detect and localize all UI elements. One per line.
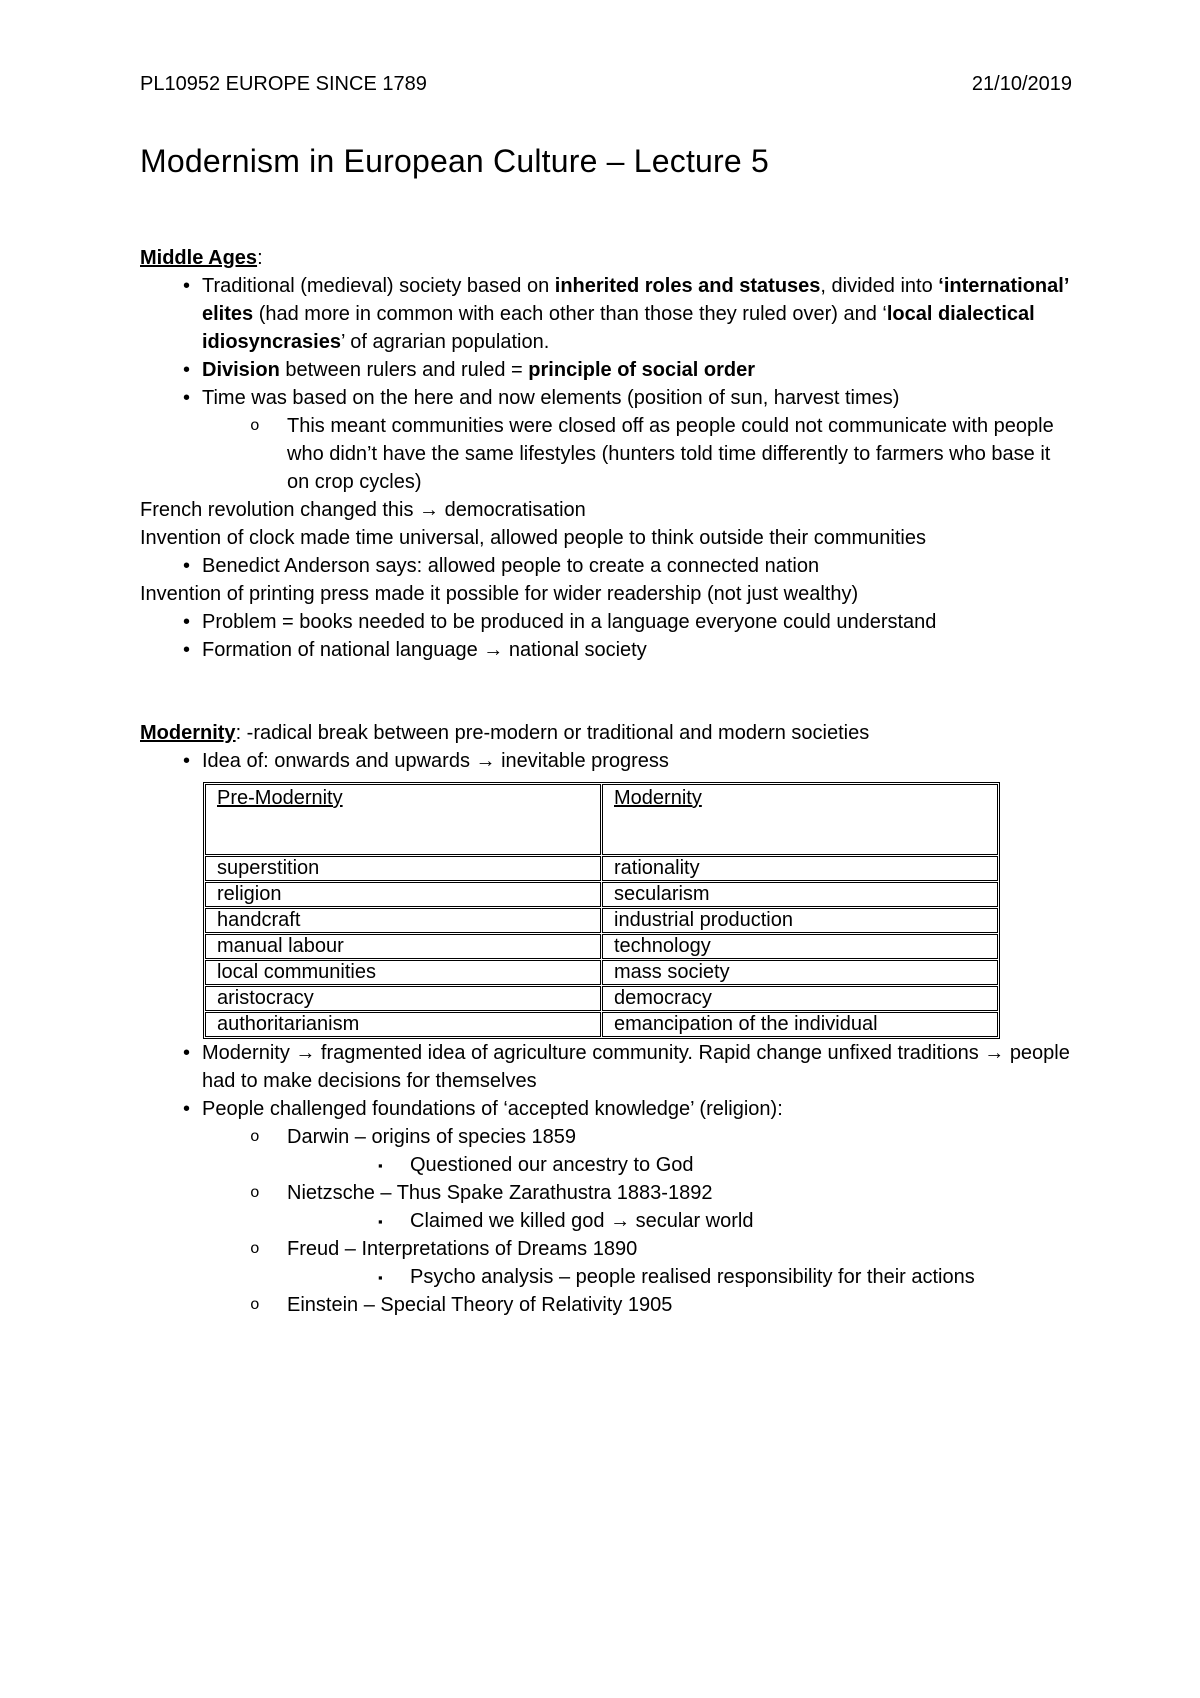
paragraph-printing-press: Invention of printing press made it possible for wider readership (not just wealthy): [140, 583, 859, 605]
square-bullet-icon: ▪: [378, 1214, 383, 1229]
table-cell: manual labour: [205, 934, 601, 959]
bullet-icon: •: [183, 359, 191, 381]
bullet-text: Formation of national language → national society: [202, 639, 647, 661]
bullet-item: [140, 747, 1072, 775]
bullet-text: Time was based on the here and now elements (position of sun, harvest times): [202, 387, 900, 409]
table-cell: secularism: [602, 882, 998, 907]
modernity-heading: [140, 719, 1072, 747]
bullet-item: [140, 356, 1072, 384]
circle-bullet-icon: o: [250, 1296, 260, 1314]
bullet-icon: •: [183, 611, 191, 633]
bullet-text: Modernity → fragmented idea of agriculture community. Rapid change unfixed traditions → people had to make decisions for themselves: [202, 1042, 1070, 1092]
table-cell: industrial production: [602, 908, 998, 933]
bullet-item: [140, 384, 1072, 412]
square-bullet-icon: ▪: [378, 1270, 383, 1285]
sub-bullet-text: This meant communities were closed off as people could not communicate with people who didn’t have the same lifestyles (hunters told time differently to farmers who base it on crop cycles): [287, 415, 1054, 493]
sub-bullet-item-einstein: [140, 1291, 1072, 1319]
sub-sub-bullet-text: Questioned our ancestry to God: [410, 1154, 694, 1176]
table-row: [205, 960, 998, 985]
bullet-item: [140, 636, 1072, 664]
comparison-table: [203, 782, 1000, 1039]
table-cell: religion: [205, 882, 601, 907]
circle-bullet-icon: o: [250, 417, 260, 435]
sub-bullet-text: Nietzsche – Thus Spake Zarathustra 1883-1892: [287, 1182, 713, 1204]
table-row: [205, 986, 998, 1011]
bullet-text: Traditional (medieval) society based on inherited roles and statuses, divided into ‘international’ elites (had more in common with each other than those they ruled over) and ‘local dialectical idiosyncrasies’ of agrarian population.: [202, 275, 1069, 353]
sub-sub-bullet-item: [140, 1207, 1072, 1235]
paragraph-clock: Invention of clock made time universal, allowed people to think outside their communities: [140, 527, 926, 549]
table-cell: democracy: [602, 986, 998, 1011]
document-header: [140, 70, 1072, 98]
modernity-heading-text: Modernity: [140, 722, 236, 744]
course-code: PL10952 EUROPE SINCE 1789: [140, 73, 427, 95]
middle-ages-heading-text: Middle Ages: [140, 247, 258, 269]
paragraph-french-revolution: French revolution changed this → democratisation: [140, 499, 586, 521]
bullet-icon: •: [183, 387, 191, 409]
page-title: Modernism in European Culture – Lecture 5: [140, 143, 769, 179]
bullet-text: Division between rulers and ruled = principle of social order: [202, 359, 756, 381]
table-cell: emancipation of the individual: [602, 1012, 998, 1037]
document-date: 21/10/2019: [971, 73, 1072, 95]
bullet-icon: •: [183, 275, 191, 297]
circle-bullet-icon: o: [250, 1240, 260, 1258]
bullet-item: [140, 552, 1072, 580]
bullet-text: Benedict Anderson says: allowed people to create a connected nation: [202, 555, 820, 577]
bullet-text: Problem = books needed to be produced in a language everyone could understand: [202, 611, 937, 633]
sub-bullet-item-freud: [140, 1235, 1072, 1263]
modernity-idea-list: [140, 747, 1072, 775]
circle-bullet-icon: o: [250, 1184, 260, 1202]
sub-bullet-text: Freud – Interpretations of Dreams 1890: [287, 1238, 638, 1260]
bullet-item: [140, 1039, 1072, 1095]
sub-bullet-item-darwin: [140, 1123, 1072, 1151]
middle-ages-heading: [140, 244, 1072, 272]
table-row: [205, 882, 998, 907]
sub-bullet-item: [140, 412, 1072, 496]
bullet-icon: •: [183, 750, 191, 772]
sub-sub-bullet-item: [140, 1151, 1072, 1179]
table-cell: technology: [602, 934, 998, 959]
bullet-icon: •: [183, 555, 191, 577]
table-row: [205, 856, 998, 881]
heading-colon: :: [257, 247, 263, 269]
table-cell: rationality: [602, 856, 998, 881]
clock-bullet-list: [140, 552, 1072, 580]
table-cell: superstition: [205, 856, 601, 881]
bullet-item: [140, 1095, 1072, 1123]
middle-ages-bullet-list: [140, 272, 1072, 496]
bullet-icon: •: [183, 1042, 191, 1064]
bullet-item: [140, 608, 1072, 636]
sub-bullet-text: Einstein – Special Theory of Relativity 1905: [287, 1294, 673, 1316]
table-cell: handcraft: [205, 908, 601, 933]
bullet-text: Idea of: onwards and upwards → inevitable progress: [202, 750, 669, 772]
table-row: [205, 934, 998, 959]
sub-sub-bullet-item: [140, 1263, 1072, 1291]
sub-sub-bullet-text: Psycho analysis – people realised responsibility for their actions: [410, 1266, 975, 1288]
table-header-pre-modernity: Pre-Modernity: [205, 784, 601, 855]
table-row: [205, 1012, 998, 1037]
bullet-icon: •: [183, 1098, 191, 1120]
table-cell: authoritarianism: [205, 1012, 601, 1037]
sub-bullet-item-nietzsche: [140, 1179, 1072, 1207]
bullet-text: People challenged foundations of ‘accepted knowledge’ (religion):: [202, 1098, 783, 1120]
bullet-icon: •: [183, 639, 191, 661]
circle-bullet-icon: o: [250, 1128, 260, 1146]
sub-bullet-text: Darwin – origins of species 1859: [287, 1126, 577, 1148]
table-header-row: [205, 784, 998, 855]
table-header-modernity: Modernity: [602, 784, 998, 855]
table-cell: aristocracy: [205, 986, 601, 1011]
modernity-bullet-list: [140, 1039, 1072, 1319]
table-row: [205, 908, 998, 933]
bullet-item: [140, 272, 1072, 356]
square-bullet-icon: ▪: [378, 1158, 383, 1173]
table-cell: mass society: [602, 960, 998, 985]
sub-sub-bullet-text: Claimed we killed god → secular world: [410, 1210, 754, 1232]
printing-bullet-list: [140, 608, 1072, 664]
table-cell: local communities: [205, 960, 601, 985]
modernity-definition: : -radical break between pre-modern or traditional and modern societies: [235, 722, 870, 744]
